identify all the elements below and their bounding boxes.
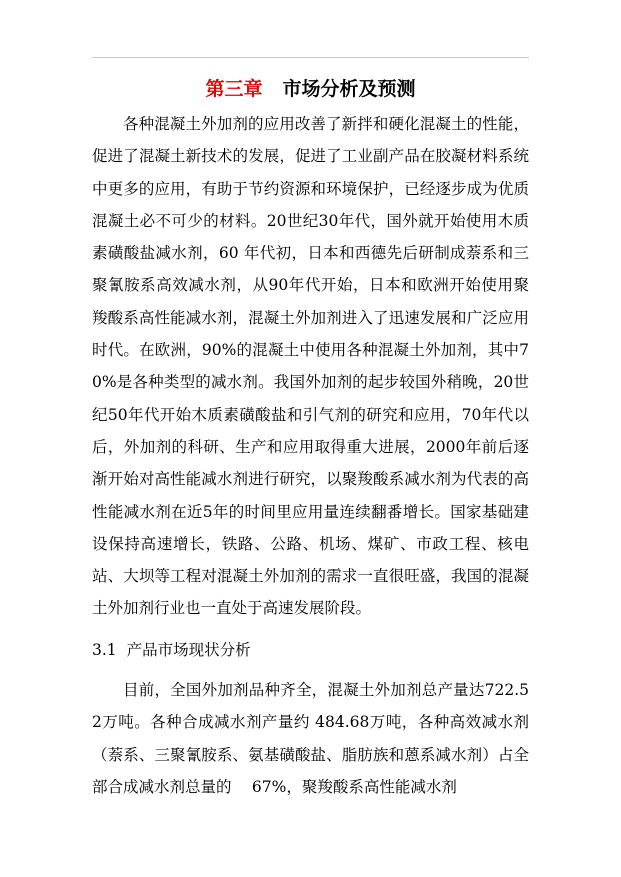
chapter-title (92, 76, 529, 102)
chapter-name: 市场分析及预测 (282, 78, 416, 100)
body-paragraph-2: 目前，全国外加剂品种齐全，混凝土外加剂总产量达722.52万吨。各种合成减水剂产量约 484.68万吨，各种高效减水剂（萘系、三聚氰胺系、氨基磺酸盐、脂肪族和蒽系减水剂）占全部合成减水剂总量的 67%，聚羧酸系高性能减水剂 (92, 681, 529, 796)
section-number: 3.1 (92, 641, 117, 659)
section-title: 产品市场现状分析 (126, 641, 251, 659)
header-rule (92, 57, 529, 58)
chapter-label: 第三章 (205, 78, 263, 100)
section-heading (92, 636, 529, 664)
body-paragraph-1: 各种混凝土外加剂的应用改善了新拌和硬化混凝土的性能，促进了混凝土新技术的发展，促进了工业副产品在胶凝材料系统中更多的应用，有助于节约资源和环境保护，已经逐步成为优质混凝土必不可少的材料。20世纪30年代，国外就开始使用木质素磺酸盐减水剂，60 年代初，日本和西德先后研制成萘系和三聚氰胺系高效减水剂，从90年代开始，日本和欧洲开始使用聚羧酸系高性能减水剂，混凝土外加剂进入了迅速发展和广泛应用时代。在欧洲，90%的混凝土中使用各种混凝土外加剂，其中70%是各种类型的减水剂。我国外加剂的起步较国外稍晚，20世纪50年代开始木质素磺酸盐和引气剂的研究和应用，70年代以后，外加剂的科研、生产和应用取得重大进展，2000年前后逐渐开始对高性能减水剂进行研究，以聚羧酸系减水剂为代表的高性能减水剂在近5年的时间里应用量连续翻番增长。国家基础建设保持高速增长，铁路、公路、机场、煤矿、市政工程、核电站、大坝等工程对混凝土外加剂的需求一直很旺盛，我国的混凝土外加剂行业也一直处于高速发展阶段。 (92, 115, 529, 618)
